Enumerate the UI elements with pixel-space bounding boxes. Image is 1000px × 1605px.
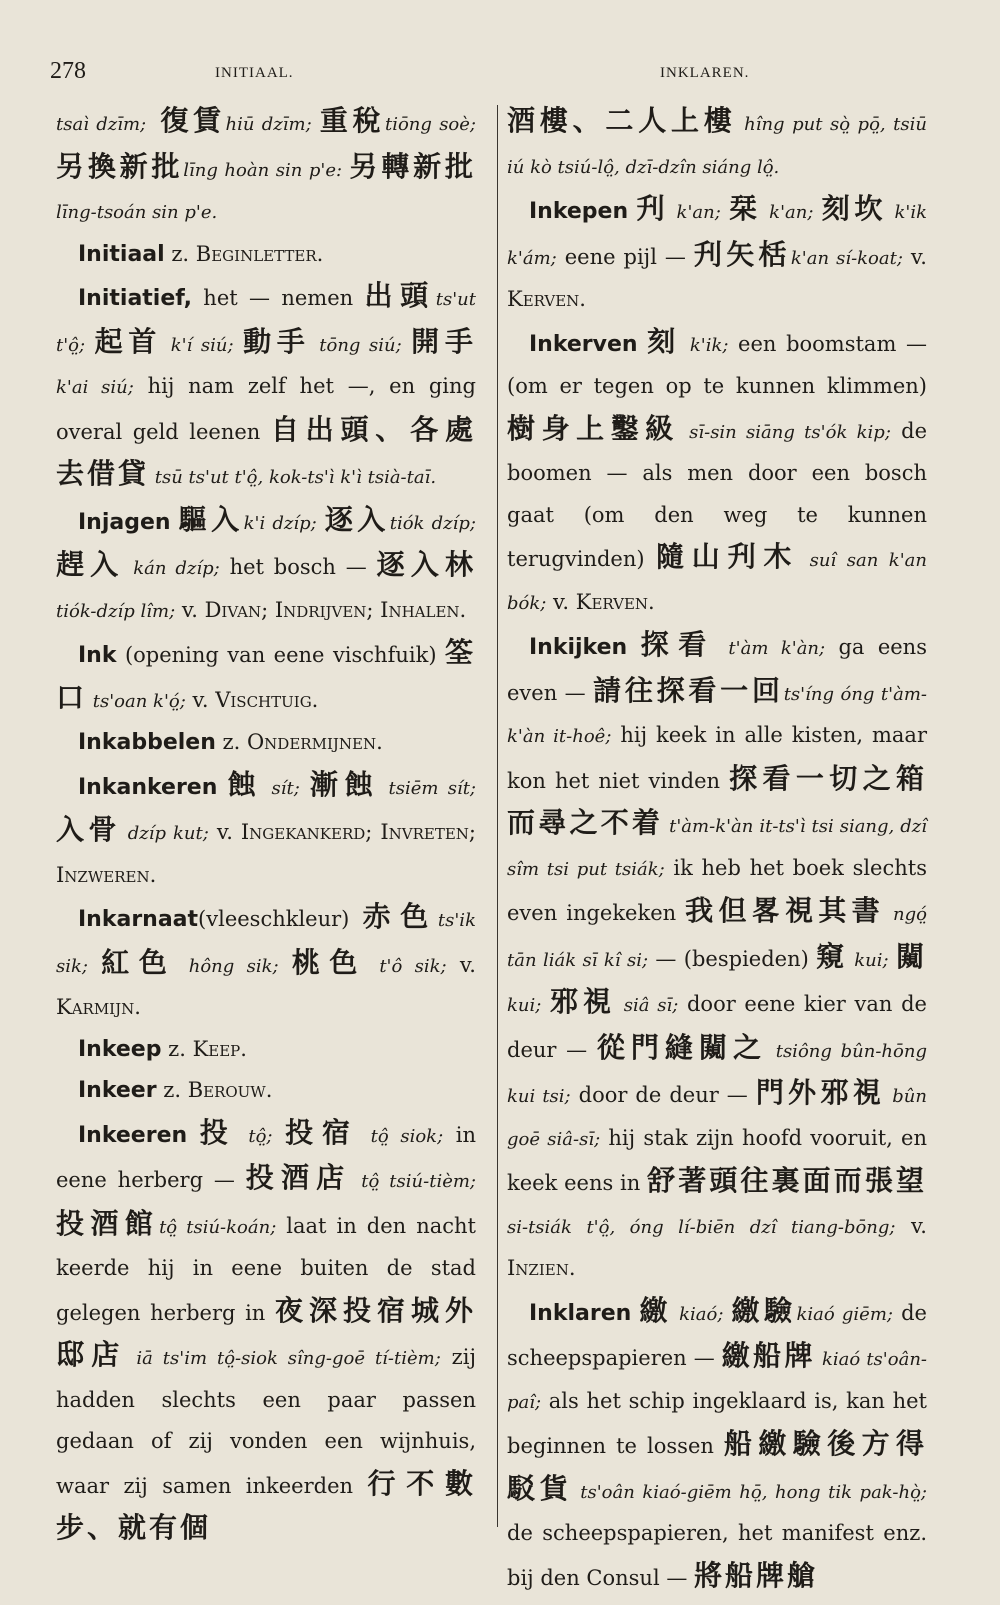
chinese-characters: 刻坎 — [821, 192, 888, 225]
romanization: k'an sí-koat; — [790, 247, 903, 269]
dictionary-entry — [56, 499, 476, 633]
entry-text: (vleeschkleur) — [198, 907, 363, 931]
chinese-characters: 我但畧視其書 — [685, 894, 885, 927]
romanization: ts'oân kiaó-giēm hō̤, hong tik pak-hò̤; — [572, 1481, 927, 1503]
entry-text: de boomen — als men door een bosch gaat (om den weg te kunnen terugvinden) — [507, 418, 927, 571]
chinese-characters: 門外邪視 — [755, 1076, 886, 1109]
entry-text: ga eens even — — [507, 635, 927, 705]
entry-text — [317, 510, 325, 534]
entry-text: z. — [161, 1036, 193, 1061]
dictionary-entry — [507, 624, 927, 1290]
entry-text — [541, 992, 550, 1016]
entry-text: hij stak zijn hoofd vooruit, en keek eens in — [507, 1125, 927, 1195]
romanization: bûn goē siâ-sī; — [507, 1086, 927, 1150]
romanization: tsiēm sít; — [379, 777, 476, 799]
entry-text — [279, 953, 292, 977]
chinese-characters: 趕入 — [56, 548, 125, 581]
chinese-characters: 逐入 — [324, 502, 390, 536]
romanization: siâ sī; — [616, 995, 679, 1016]
romanization: ts'oan k'ó̤; — [87, 690, 186, 712]
entry-text: — (bespieden) — [648, 946, 817, 971]
romanization: ts'ut t'ô̤; — [56, 289, 476, 356]
chinese-characters: 請往探看一回 — [593, 673, 784, 707]
romanization: t'àm-k'àn it-ts'ì tsi siang, dzî sîm tsi put tsiák; — [507, 816, 927, 880]
chinese-characters: 刋矢栝 — [693, 237, 791, 271]
romanization: k'ik k'ám; — [507, 202, 927, 269]
entry-text: een boomstam — (om er tegen op te kunnen klimmen) — [507, 331, 927, 398]
romanization: k'an; — [761, 202, 814, 223]
column-divider — [497, 105, 498, 1527]
dictionary-entry — [56, 764, 476, 897]
dictionary-entry — [56, 1029, 476, 1071]
chinese-characters: 闚 — [895, 939, 927, 973]
romanization: suî san k'an bók; — [507, 550, 927, 614]
entry-headword: Inklaren — [529, 1300, 632, 1326]
romanization: kiaó giēm; — [796, 1303, 893, 1325]
cross-reference: Berouw. — [187, 1078, 273, 1102]
entry-text: v. — [902, 244, 927, 269]
romanization: kán dzíp; — [124, 558, 220, 579]
entry-text: v. — [446, 952, 476, 977]
right-column — [507, 100, 927, 1599]
chinese-characters: 出頭 — [364, 279, 436, 312]
chinese-characters: 將船牌艙 — [694, 1558, 819, 1592]
romanization: kui; — [507, 995, 542, 1016]
dictionary-entry — [56, 1112, 476, 1552]
romanization: tô̤; — [236, 1125, 273, 1147]
romanization: tōng siú; — [310, 334, 402, 356]
chinese-characters: 船繳驗後方得駁貨 — [507, 1427, 927, 1505]
entry-text — [312, 111, 320, 135]
cross-reference: Ondermijnen. — [246, 730, 383, 754]
romanization: hông sik; — [176, 955, 279, 977]
chinese-characters: 自出頭、各處去借貸 — [56, 412, 476, 490]
entry-text — [342, 157, 350, 181]
entry-headword: Inkeeren — [78, 1122, 188, 1148]
cross-reference: Keep. — [192, 1036, 247, 1061]
chinese-characters: 夜深投宿城外邸店 — [56, 1293, 476, 1371]
chinese-characters: 探看一切之箱而尋之不着 — [507, 761, 927, 839]
entry-text — [88, 953, 101, 977]
entry-text: zij hadden slechts een paar passen gedaan of zij vonden een wijnhuis, waar zij samen inkeerden — [56, 1345, 476, 1498]
entry-text: de scheepspapieren, het manifest enz. bij den Consul — — [507, 1521, 927, 1590]
romanization: tsiông bûn-hōng kui tsi; — [507, 1040, 927, 1107]
romanization: tiōng soè; — [384, 114, 476, 135]
chinese-characters: 另轉新批 — [349, 149, 476, 183]
entry-headword: Inkepen — [529, 199, 629, 224]
romanization: tô̤ siok; — [358, 1125, 444, 1147]
dictionary-entry — [56, 100, 476, 234]
chinese-characters: 繳驗 — [731, 1293, 797, 1327]
entry-text — [300, 775, 310, 799]
romanization: sī-sin siāng ts'ók kip; — [679, 421, 891, 443]
entry-text: z. — [215, 730, 247, 754]
entry-text — [638, 332, 648, 356]
romanization: k'ai siú; — [56, 377, 134, 398]
chinese-characters: 探看 — [640, 628, 716, 661]
romanization: iā ts'im tô̤-siok sîng-goē tí-tièm; — [126, 1348, 441, 1369]
entry-text: door eene kier van de deur — — [507, 992, 927, 1062]
romanization: tsū ts'ut t'ô̤, kok-ts'ì k'ì tsià-taī. — [149, 467, 437, 488]
chinese-characters: 投 — [199, 1115, 237, 1149]
romanization: t'àm k'àn; — [716, 638, 826, 659]
entry-text — [723, 1301, 731, 1325]
dictionary-entry — [56, 1070, 476, 1112]
cross-reference: Vischtuig. — [215, 687, 319, 712]
entry-text — [85, 332, 95, 356]
chinese-characters: 栞 — [729, 192, 762, 225]
chinese-characters: 投宿 — [285, 1115, 359, 1149]
chinese-characters: 入骨 — [56, 813, 121, 846]
entry-headword: Inkeep — [78, 1036, 162, 1062]
romanization: kiaó; — [671, 1303, 724, 1325]
chinese-characters: 投酒店 — [245, 1161, 352, 1194]
entry-text — [402, 332, 412, 356]
dictionary-entry — [56, 722, 476, 764]
romanization: kui; — [847, 949, 889, 971]
entry-text: v. — [208, 820, 241, 844]
chinese-characters: 漸蝕 — [310, 767, 380, 801]
entry-text: (opening van eene vischfuik) — [116, 643, 445, 667]
chinese-characters: 投酒館 — [56, 1206, 160, 1240]
entry-text: v. — [175, 597, 205, 622]
page-header — [50, 58, 950, 94]
chinese-characters: 復賃 — [146, 104, 226, 137]
entry-text: door de deur — — [570, 1083, 756, 1107]
romanization: ts'íng óng t'àm-k'àn it-hoê; — [507, 683, 927, 747]
romanization: k'i dzíp; — [243, 512, 317, 534]
entry-text: hij nam zelf het —, en ging overal geld leenen — [56, 374, 476, 444]
cross-reference: Divan; Indrijven; Inhalen. — [204, 597, 467, 622]
chinese-characters: 紅色 — [101, 945, 177, 979]
chinese-characters: 隨山刋木 — [656, 540, 800, 573]
page-number: 278 — [50, 58, 86, 84]
entry-text — [234, 332, 244, 356]
romanization: ngó̤ tān liák sī kî si; — [507, 904, 927, 971]
romanization: k'ik; — [681, 334, 729, 356]
entry-text: in eene herberg — — [56, 1122, 476, 1192]
chinese-characters: 另換新批 — [56, 149, 184, 183]
chinese-characters: 邪視 — [550, 985, 617, 1018]
left-running-head: INITIAAL. — [215, 65, 294, 81]
cross-reference: Karmijn. — [56, 995, 141, 1019]
entry-text: als het schip ingeklaard is, kan het beginnen te lossen — [507, 1388, 927, 1458]
chinese-characters: 窺 — [816, 939, 848, 973]
dictionary-entry — [56, 632, 476, 722]
entry-text — [889, 947, 896, 971]
chinese-characters: 從門縫闚之 — [596, 1030, 767, 1064]
romanization: hîng put sò̤ pō̤, tsiū iú kò tsiú-lô̤, dzī-dzîn siáng lô̤. — [507, 114, 927, 178]
chinese-characters: 酒樓、二人上樓 — [507, 104, 737, 137]
chinese-characters: 動手 — [243, 324, 311, 358]
cross-reference: Ingekankerd; Invreten; Inzweren. — [56, 820, 476, 887]
entry-text: z. — [156, 1078, 188, 1102]
dictionary-entry — [56, 234, 476, 276]
entry-headword: Inkankeren — [78, 774, 218, 800]
entry-headword: Inkijken — [529, 635, 628, 660]
entry-text — [721, 199, 729, 223]
entry-text: laat in den nacht keerde hij in eene buiten de stad gelegen herberg in — [56, 1213, 476, 1325]
entry-headword: Inkerven — [529, 331, 638, 357]
entry-text: v. — [895, 1213, 927, 1238]
romanization: tô̤ tsiú-tièm; — [351, 1171, 476, 1192]
chinese-characters: 開手 — [411, 324, 476, 358]
chinese-characters: 逐入林 — [376, 548, 476, 581]
entry-text — [217, 775, 227, 799]
entry-text — [813, 199, 821, 223]
romanization: ts'ik sik; — [56, 910, 476, 977]
entry-text: het bosch — — [219, 555, 377, 579]
left-column — [56, 100, 476, 1552]
right-running-head: INKLAREN. — [660, 65, 750, 81]
chinese-characters: 驅入 — [178, 502, 244, 536]
chinese-characters: 赤色 — [362, 900, 438, 933]
cross-reference: Beginletter. — [195, 241, 324, 266]
entry-headword: Initiaal — [78, 241, 165, 267]
entry-headword: Inkeer — [78, 1078, 157, 1103]
entry-headword: Ink — [78, 643, 117, 668]
entry-headword: Inkabbelen — [78, 730, 216, 755]
cross-reference: Kerven. — [507, 287, 586, 311]
chinese-characters: 重稅 — [319, 104, 385, 137]
chinese-characters: 筌口 — [56, 636, 476, 714]
romanization: k'an; — [669, 202, 721, 223]
chinese-characters: 蝕 — [227, 767, 263, 801]
chinese-characters: 樹身上鑿級 — [507, 411, 680, 445]
romanization: tiók-dzíp lîm; — [56, 600, 176, 622]
cross-reference: Inzien. — [507, 1256, 576, 1280]
dictionary-entry — [507, 321, 927, 625]
entry-text — [273, 1123, 286, 1147]
romanization: dzíp kut; — [120, 823, 209, 844]
romanization: līng hoàn sin p'e: — [183, 159, 343, 181]
romanization: sít; — [262, 777, 300, 799]
entry-text — [171, 510, 179, 534]
cross-reference: Kerven. — [575, 589, 655, 614]
romanization: kiaó ts'oân-paî; — [507, 1349, 927, 1413]
chinese-characters: 刻 — [647, 324, 682, 358]
chinese-characters: 刋 — [636, 192, 670, 225]
dictionary-entry — [507, 100, 927, 188]
romanization: si-tsiák t'ô̤, óng lí-biēn dzî tiang-bōng; — [507, 1216, 896, 1238]
entry-text: eene pijl — — [556, 244, 694, 269]
dictionary-entry — [507, 188, 927, 321]
dictionary-entry — [507, 1290, 927, 1600]
dictionary-entry — [56, 896, 476, 1029]
entry-text — [187, 1123, 200, 1147]
entry-text: ik heb het boek slechts even ingekeken — [507, 855, 927, 925]
romanization: līng-tsoán sin p'e. — [56, 202, 218, 223]
chinese-characters: 繳 — [639, 1293, 672, 1327]
romanization: tô̤ tsiú-koán; — [159, 1216, 277, 1238]
romanization: k'í siú; — [162, 334, 234, 356]
entry-text: het — nemen — [192, 286, 365, 310]
romanization: hiū dzīm; — [225, 114, 312, 135]
romanization: tiók dzíp; — [389, 512, 476, 534]
dictionary-entry — [56, 275, 476, 499]
entry-headword: Inkarnaat — [78, 907, 199, 932]
entry-text: v. — [185, 687, 216, 712]
chinese-characters: 舒著頭往裏面而張望 — [647, 1164, 927, 1197]
chinese-characters: 繳船牌 — [721, 1339, 816, 1372]
romanization: tsaì dzīm; — [56, 114, 147, 135]
chinese-characters: 行不數步、就有個 — [56, 1466, 476, 1544]
entry-text: z. — [164, 241, 196, 266]
entry-headword: Initiatief, — [78, 286, 192, 311]
entry-text: hij keek in alle kisten, maar kon het niet vinden — [507, 723, 927, 793]
entry-text: v. — [546, 589, 576, 614]
romanization: t'ô sik; — [367, 955, 447, 977]
entry-text: de scheepspapieren — — [507, 1300, 927, 1370]
chinese-characters: 起首 — [94, 324, 163, 358]
entry-text — [627, 635, 640, 659]
chinese-characters: 桃色 — [291, 945, 368, 979]
entry-headword: Injagen — [78, 509, 171, 535]
